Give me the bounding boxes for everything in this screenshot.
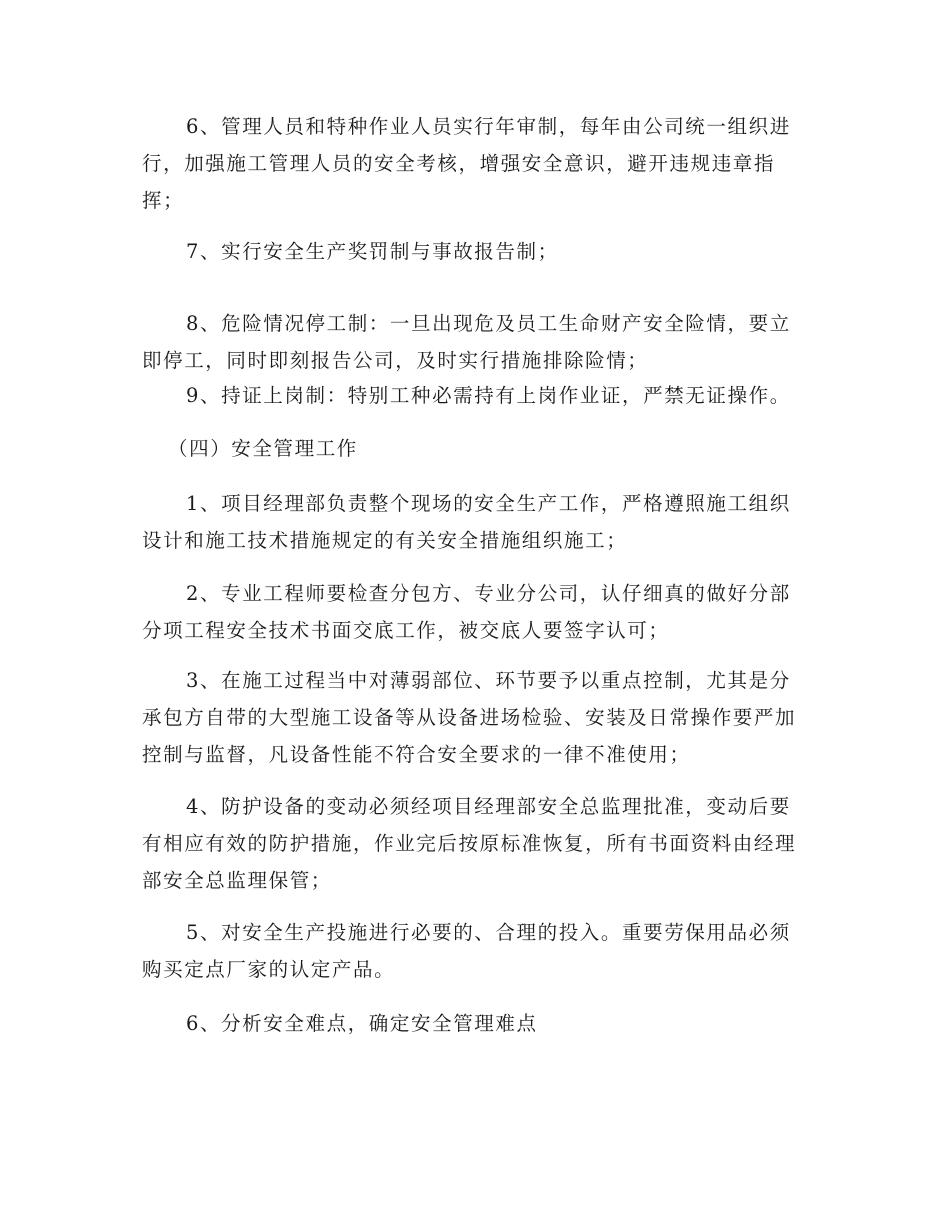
paragraph-safety-investment: 5、对安全生产投施进行必要的、合理的投入。重要劳保用品必须购买定点厂家的认定产品。	[142, 921, 791, 981]
paragraph-protection-changes: 4、防护设备的变动必须经项目经理部安全总监理批准，变动后要有相应有效的防护措施，作业完后按原标准恢复，所有书面资料由经理部安全总监理保管；	[142, 795, 797, 892]
paragraph-certificate-required: 9、持证上岗制：特别工种必需持有上岗作业证，严禁无证操作。	[186, 384, 791, 407]
paragraph-project-manager: 1、项目经理部负责整个现场的安全生产工作，严格遵照施工组织设计和施工技术措施规定的有关安全措施组织施工；	[142, 492, 791, 552]
section-heading: （四）安全管理工作	[168, 437, 358, 460]
paragraph-engineer-inspection: 2、专业工程师要检查分包方、专业分公司，认仔细真的做好分部分项工程安全技术书面交底工作，被交底人要签字认可；	[142, 582, 791, 642]
paragraph-annual-review: 6、管理人员和特种作业人员实行年审制，每年由公司统一组织进行，加强施工管理人员的安全考核，增强安全意识，避开违规违章指挥；	[142, 115, 791, 212]
paragraph-weak-points-control: 3、在施工过程当中对薄弱部位、环节要予以重点控制，尤其是分承包方自带的大型施工设备等从设备进场检验、安装及日常操作要严加控制与监督，凡设备性能不符合安全要求的一律不准使用；	[142, 669, 797, 766]
paragraph-danger-stop-work: 8、危险情况停工制：一旦出现危及员工生命财产安全险情，要立即停工，同时即刻报告公司，及时实行措施排除险情；	[142, 312, 791, 372]
paragraph-reward-penalty: 7、实行安全生产奖罚制与事故报告制；	[186, 240, 559, 263]
paragraph-safety-difficulties: 6、分析安全难点，确定安全管理难点	[186, 1012, 538, 1035]
